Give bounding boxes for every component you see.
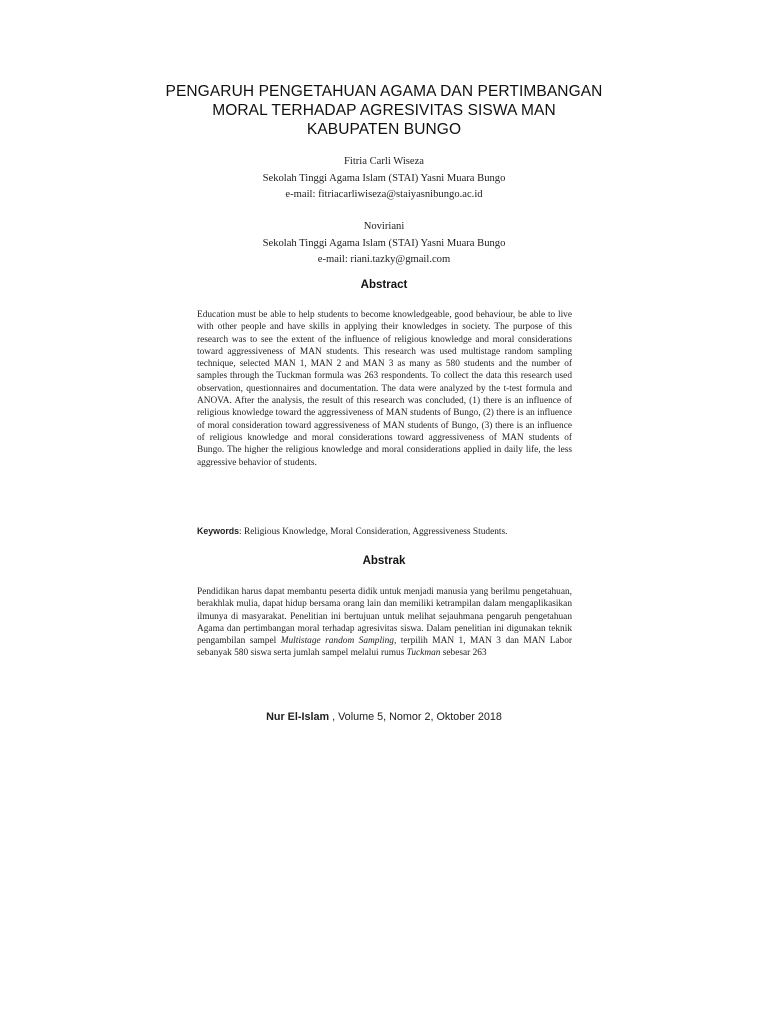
abstrak-text — [197, 586, 572, 660]
title-line-2: MORAL TERHADAP AGRESIVITAS SISWA MAN — [212, 102, 556, 119]
title-line-3: KABUPATEN BUNGO — [306, 121, 462, 138]
abstrak-heading: Abstrak — [362, 555, 406, 567]
author-affiliation: Sekolah Tinggi Agama Islam (STAI) Yasni Muara Bungo — [262, 237, 506, 249]
title-line-1: PENGARUH PENGETAHUAN AGAMA DAN PERTIMBANGAN — [165, 83, 603, 100]
keywords-line — [197, 525, 572, 538]
author-affiliation: Sekolah Tinggi Agama Islam (STAI) Yasni Muara Bungo — [262, 172, 506, 184]
author-email: e-mail: fitriacarliwiseza@staiyasnibungo.ac.id — [285, 189, 483, 200]
abstrak-text-part-2: , terpilih MAN 1, MAN 3 dan MAN Labor sebanyak 580 siswa serta jumlah sampel melalui rumus — [197, 636, 573, 659]
abstrak-italic-term-1: Multistage random Sampling — [280, 636, 394, 647]
keywords-label: Keywords — [197, 526, 240, 536]
author-block-1 — [0, 154, 768, 204]
abstrak-text-part-3: sebesar 263 — [440, 648, 487, 659]
journal-footer — [0, 711, 768, 723]
abstract-heading: Abstract — [360, 279, 408, 291]
author-name: Noviriani — [363, 221, 405, 232]
author-name: Fitria Carli Wiseza — [344, 156, 424, 167]
journal-issue: , Volume 5, Nomor 2, Oktober 2018 — [329, 711, 502, 723]
abstrak-text-part-1: Pendidikan harus dapat membantu peserta didik untuk menjadi manusia yang berilmu pengetahuan, berakhlak mulia, dapat hidup bersama orang lain dan memiliki ketrampilan dalam mengaplikasikan ilmunya di masyarakat. Penelitian ini bertujuan untuk melihat sejauhmana pengaruh pengetahuan Agama dan pertimbangan moral terhadap agresivitas siswa. Dalam penelitian ini digunakan teknik pengambilan sampel — [197, 587, 572, 647]
abstrak-italic-term-2: Tuckman — [406, 648, 441, 659]
journal-name: Nur El-Islam — [266, 711, 330, 723]
keywords-text: : Religious Knowledge, Moral Consideration, Aggressiveness Students. — [239, 527, 508, 537]
author-email: e-mail: riani.tazky@gmail.com — [317, 254, 451, 265]
author-block-2 — [0, 219, 768, 269]
paper-title — [0, 82, 768, 139]
abstract-text: Education must be able to help students to become knowledgeable, good behaviour, be able to live with other people and have skills in applying their knowledges in society. The purpose of this research was to see the extent of the influence of religious knowledge and moral considerations toward aggressiveness of MAN students. This research was used multistage random sampling technique, selected MAN 1, MAN 2 and MAN 3 as many as 580 students and the number of samples through the Tuckman formula was 263 respondents. To collect the data this research used observation, questionnaires and documentation. The data were analyzed by the t-test formula and ANOVA. After the analysis, the result of this research was concluded, (1) there is an influence of religious knowledge toward the aggressiveness of MAN students of Bungo, (2) there is an influence of moral consideration toward aggressiveness of MAN students of Bungo, (3) there is an influence of religious knowledge and moral considerations toward aggressiveness of MAN students of Bungo. The higher the religious knowledge and moral considerations applied in daily life, the less aggressive behavior of students. — [197, 310, 572, 468]
